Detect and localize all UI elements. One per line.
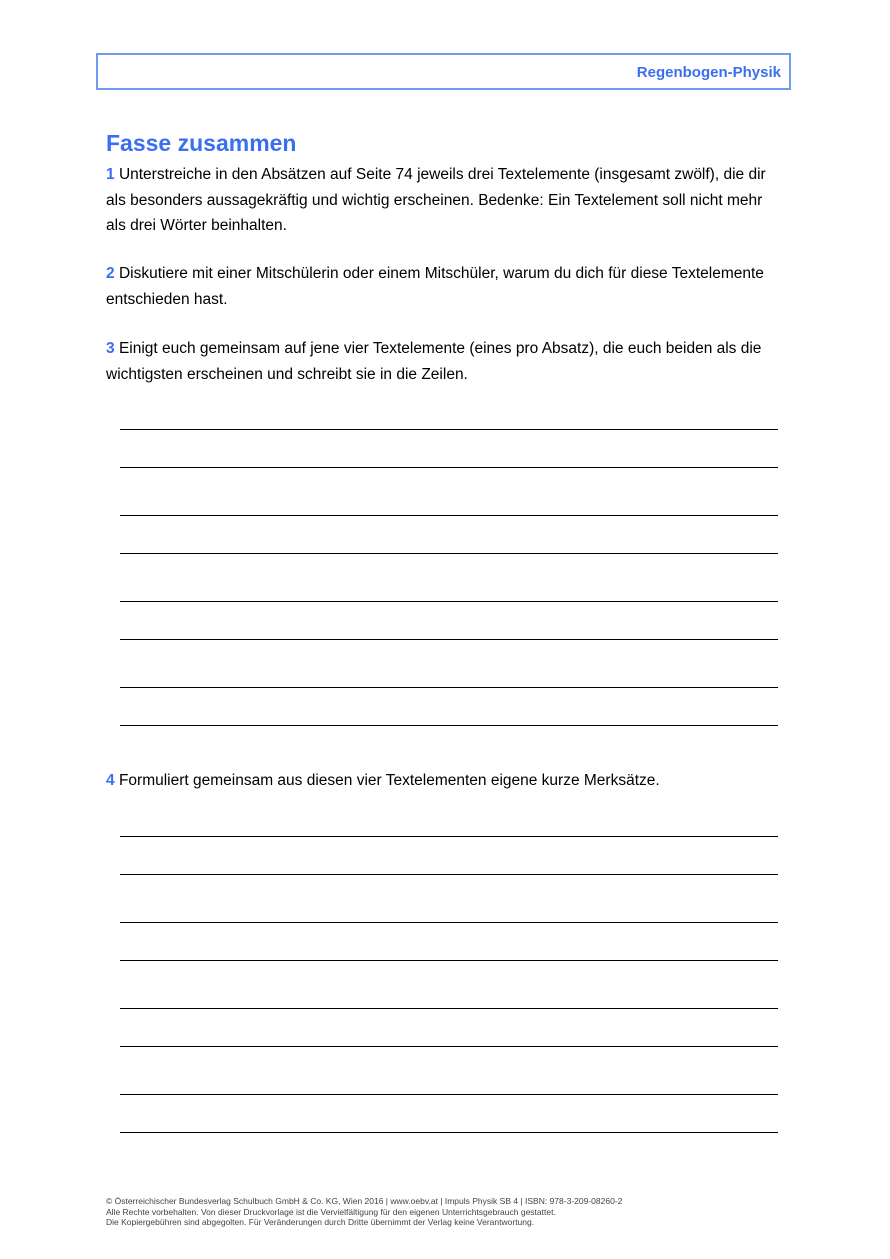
task-4 [106,768,786,794]
task-3 [106,336,786,387]
task-text: Unterstreiche in den Absätzen auf Seite 74 jeweils drei Textelemente (insgesamt zwölf), die dir als besonders aussagekräftig und wichtig erscheinen. Bedenke: Ein Textelement soll nicht mehr als drei Wörter beinhalten. [106,166,766,234]
task-1 [106,162,786,239]
task-text: Formuliert gemeinsam aus diesen vier Textelementen eigene kurze Merksätze. [118,772,660,789]
page-title: Fasse zusammen [106,130,297,156]
header-title: Regenbogen-Physik [636,64,781,81]
header-box [96,53,791,90]
task-number: 1 [106,166,115,183]
answer-line[interactable] [120,553,778,554]
answer-line[interactable] [120,429,778,430]
answer-line[interactable] [120,515,778,516]
footer-fees: Die Kopiergebühren sind abgegolten. Für Veränderungen durch Dritte übernimmt der Verlag keine Verantwortung. [106,1217,535,1227]
answer-line[interactable] [120,836,778,837]
answer-line[interactable] [120,1008,778,1009]
task-number: 2 [106,265,115,282]
task-text: Einigt euch gemeinsam auf jene vier Textelemente (eines pro Absatz), die euch beiden als die wichtigsten erscheinen und schreibt sie in die Zeilen. [106,340,762,383]
answer-line[interactable] [120,687,778,688]
task-text: Diskutiere mit einer Mitschülerin oder einem Mitschüler, warum du dich für diese Textelemente entschieden hast. [106,265,764,308]
answer-line[interactable] [120,639,778,640]
task-number: 3 [106,340,115,357]
answer-line[interactable] [120,960,778,961]
footer [106,1196,622,1228]
task-2 [106,261,786,312]
answer-line[interactable] [120,1132,778,1133]
answer-line[interactable] [120,874,778,875]
answer-line[interactable] [120,601,778,602]
footer-copyright: © Österreichischer Bundesverlag Schulbuch GmbH & Co. KG, Wien 2016 | www.oebv.at | Impuls Physik SB 4 | ISBN: 978-3-209-08260-2 [106,1196,623,1206]
answer-line[interactable] [120,922,778,923]
footer-rights: Alle Rechte vorbehalten. Von dieser Druckvorlage ist die Vervielfältigung für den eigenen Unterrichtsgebrauch gestattet. [106,1206,556,1217]
answer-line[interactable] [120,725,778,726]
answer-line[interactable] [120,1094,778,1095]
answer-line[interactable] [120,467,778,468]
answer-line[interactable] [120,1046,778,1047]
task-number: 4 [106,772,115,789]
